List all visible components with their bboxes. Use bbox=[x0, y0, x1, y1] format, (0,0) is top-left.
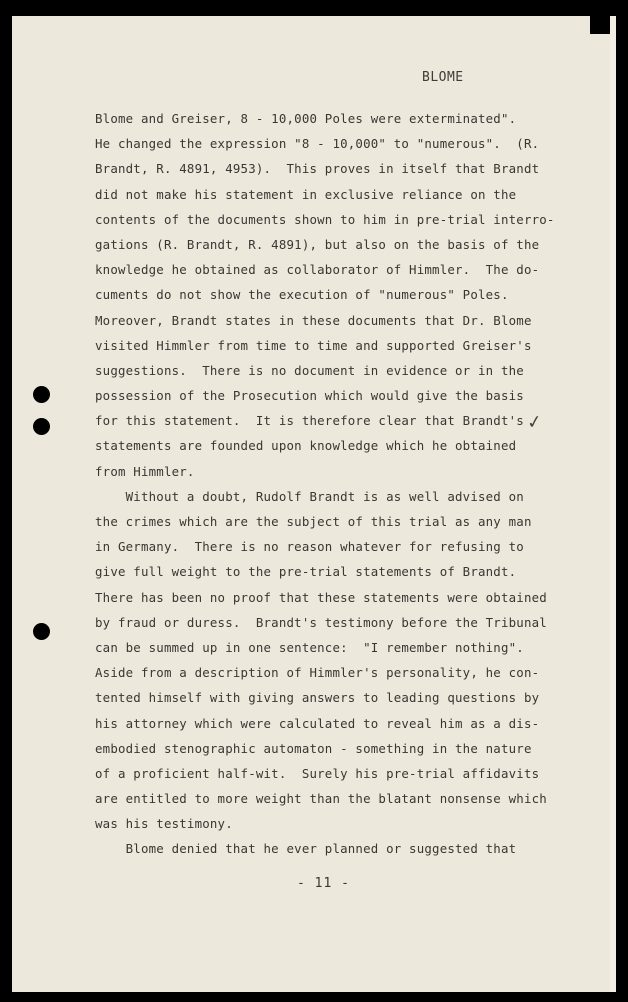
text-line: Blome denied that he ever planned or suggested that bbox=[95, 841, 517, 857]
text-line: was his testimony. bbox=[95, 816, 233, 832]
text-line: in Germany. There is no reason whatever for refusing to bbox=[95, 539, 524, 555]
body-text bbox=[95, 106, 555, 862]
text-line: cuments do not show the execution of "numerous" Poles. bbox=[95, 287, 509, 303]
text-line: Without a doubt, Rudolf Brandt is as well advised on bbox=[95, 488, 524, 504]
text-line: tented himself with giving answers to leading questions by bbox=[95, 690, 540, 706]
corner-mark bbox=[590, 16, 610, 34]
text-line: Brandt, R. 4891, 4953). This proves in itself that Brandt bbox=[95, 161, 540, 177]
text-line: Aside from a description of Himmler's personality, he con- bbox=[95, 665, 540, 681]
text-line: by fraud or duress. Brandt's testimony before the Tribunal bbox=[95, 614, 547, 630]
text-line: did not make his statement in exclusive reliance on the bbox=[95, 186, 517, 202]
punch-hole-1 bbox=[33, 386, 50, 403]
text-line: visited Himmler from time to time and supported Greiser's bbox=[95, 337, 532, 353]
punch-hole-2 bbox=[33, 418, 50, 435]
text-line: knowledge he obtained as collaborator of Himmler. The do- bbox=[95, 262, 540, 278]
text-line: from Himmler. bbox=[95, 463, 195, 479]
text-line: the crimes which are the subject of this trial as any man bbox=[95, 514, 532, 529]
text-line: There has been no proof that these statements were obtained bbox=[95, 589, 547, 605]
text-line: his attorney which were calculated to reveal him as a dis- bbox=[95, 715, 540, 731]
text-line: can be summed up in one sentence: "I remember nothing". bbox=[95, 639, 524, 655]
page-number: - 11 - bbox=[297, 876, 350, 891]
text-line: for this statement. It is therefore clear that Brandt's bbox=[95, 413, 524, 429]
margin-checkmark: ✓ bbox=[525, 411, 544, 434]
text-line: of a proficient half-wit. Surely his pre-trial affidavits bbox=[95, 765, 540, 781]
document-page bbox=[12, 16, 616, 992]
punch-hole-3 bbox=[33, 623, 50, 640]
text-line: Blome and Greiser, 8 - 10,000 Poles were exterminated". bbox=[95, 111, 517, 126]
text-line: give full weight to the pre-trial statements of Brandt. bbox=[95, 564, 517, 580]
text-line: statements are founded upon knowledge which he obtained bbox=[95, 438, 517, 454]
text-line: Moreover, Brandt states in these documents that Dr. Blome bbox=[95, 312, 532, 328]
text-line: gations (R. Brandt, R. 4891), but also on the basis of the bbox=[95, 236, 540, 252]
text-line: are entitled to more weight than the blatant nonsense which bbox=[95, 791, 547, 807]
text-line: suggestions. There is no document in evidence or in the bbox=[95, 362, 524, 378]
text-line: He changed the expression "8 - 10,000" to "numerous". (R. bbox=[95, 136, 540, 152]
page-header-name: BLOME bbox=[422, 70, 464, 85]
text-line: contents of the documents shown to him in pre-trial interro- bbox=[95, 211, 555, 227]
text-line: embodied stenographic automaton - something in the nature bbox=[95, 740, 532, 756]
text-line: possession of the Prosecution which would give the basis bbox=[95, 388, 524, 404]
